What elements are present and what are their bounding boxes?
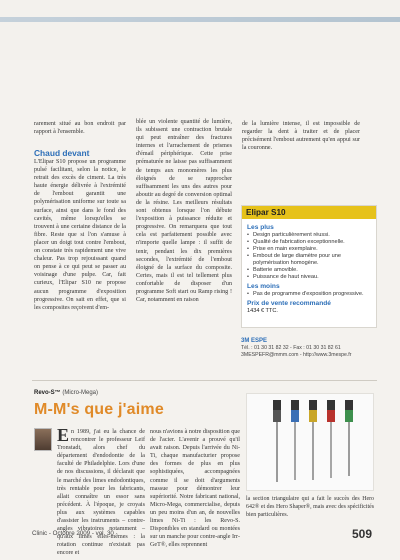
plus-item: • Puissance de haut niveau. [247, 274, 371, 281]
col3-body: de la lumière intense, il est impossible de regarder la dent à traiter et de placer précisément l'embout autrement qu'en appui sur la couronne. [242, 121, 360, 152]
plus-item: • Design particulièrement réussi. [247, 232, 371, 239]
column-2 [136, 118, 232, 304]
article-col-a-text: n 1989, j'ai eu la chance de rencontrer le professeur Leif Tronstadt, alors chef du département d'endodontie de la faculté de Philadelphie. Lors d'une de nos discussions, il déclarait que le marché des limes endodontiques, très rentable pour les fabricants, allait connaître un essor sans précédent. À l'époque, je croyais plus aux systèmes capables d'assister les instruments – contre-angles vibratoires notamment – qu'aux limes elles-mêmes : la rotation continue n'existait pas encore et [57, 429, 145, 557]
box-moins-title: Les moins [247, 283, 280, 290]
column-1-body [34, 158, 126, 312]
plus-item: • Embout de large diamètre pour une polymérisation homogène. [247, 253, 371, 267]
product-photo-revo-s-files [246, 393, 374, 491]
contact-company: 3M ESPE [241, 338, 268, 344]
plus-item: • Batterie amovible. [247, 267, 371, 274]
file-2 [291, 400, 299, 480]
box-price: 1434 € TTC. [247, 308, 278, 314]
header-rule [0, 17, 400, 22]
page-header-band [0, 0, 400, 60]
box-content [242, 219, 376, 318]
plus-item: • Qualité de fabrication exceptionnelle. [247, 239, 371, 246]
contact-block [241, 338, 381, 359]
col1-intro: rarement situé au bon endroit par rapport à l'ensemble. [34, 121, 126, 136]
box-plus-title: Les plus [247, 224, 274, 231]
file-3 [309, 400, 317, 480]
article-kicker [34, 390, 98, 396]
drop-cap: E [57, 425, 70, 445]
kicker-product: Revo-S™ [34, 390, 61, 396]
files-illustration [247, 394, 374, 491]
article-column-a [57, 425, 145, 558]
section-divider [32, 380, 377, 381]
file-4 [327, 400, 335, 478]
col1-body: L'Elipar S10 propose un programme pulsé facilitant, selon la notice, le retrait des excès de ciment. La très haute énergie délivrée à l'extrémité de l'embout garantit une polymérisation uniforme sur toute sa surface, ainsi que dans le fond des cavités, même lorsqu'elles se trouvent à une certaine distance de la fibre. Reste que si l'on s'amuse à placer un doigt tout contre l'embout, on constate très rapidement une vive chaleur. Pas trop rejouissant quand on pense à ce qui peut se passer au voisinage d'une pulpe. Car, fait curieux, l'Elipar S10 ne propose aucun programme d'exposition progressive. On sait en effet, que si les composites reçoivent d'em- [34, 159, 126, 311]
article-col-b-text: nous n'avions à notre disposition que de l'acier. L'avenir a prouvé qu'il avait raison. Depuis l'arrivée du Ni-Ti, chaque manufacturier propose des formes de plus en plus sophistiquées, accompagnées comme il se doit d'arguments massue pour démontrer leur supériorité. Notre fabricant national, Micro-Mega, commercialise, depuis un peu moins d'un an, de nouvelles limes Ni-Ti : les Revo-S. Disponibles en standard ou montées sur un manche pour contre-angle Irr-GeT®, elles reprennent [150, 429, 240, 549]
plus-item: • Prise en main exemplaire. [247, 246, 371, 253]
section-heading-chaud-devant: Chaud devant [34, 148, 90, 158]
author-portrait [34, 428, 52, 451]
plus-list [247, 232, 371, 281]
box-price-title: Prix de vente recommandé [247, 300, 331, 307]
contact-phone: Tél. : 01 30 31 82 32 - Fax : 01 30 31 82 61 [241, 345, 341, 351]
article-column-b [150, 428, 240, 549]
moins-item: • Pas de programme d'exposition progressive. [247, 291, 371, 298]
photo-caption: la section triangulaire qui a fait le succès des Hero 642® et des Hero Shaper®, mais avec des spécificités bien particulières. [246, 496, 374, 518]
article-headline: M-M's que j'aime [34, 401, 164, 418]
moins-list [247, 291, 371, 298]
column-1 [34, 120, 126, 136]
file-1 [273, 400, 281, 482]
kicker-maker: (Micro-Mega) [60, 390, 99, 396]
column-3 [242, 120, 360, 152]
footer-publication: Clinic - Octobre 2009 - vol. 30 [32, 530, 114, 537]
box-title: Elipar S10 [242, 206, 376, 219]
page-number: 509 [351, 527, 372, 541]
file-5 [345, 400, 353, 476]
col2-body: blée un violente quantité de lumière, ils subissent une contraction brutale qui peut entraîner des fractures internes et l'arrachement de prismes d'émail périphérique. Cette prise prématurée ne laisse pas suffisamment de temps aux monomères les plus éloignés de se rapprocher suffisamment les uns des autres pour aboutir au degré de conversion optimal de la résine. Les meilleurs résultats sont obtenus lorsque l'on débute l'exposition à puissance réduite et progressive. On remarquera que tout cela est parfaitement possible avec n'importe quelle lampe : il suffit de tenir, pendant les dix premières secondes, l'extrémité de l'embout éloigné de la surface du composite. Certes, mais il est tel tellement plus confortable de disposer d'un programme Soft start ou Ramp rising ! Car, notamment en raison [136, 119, 232, 304]
contact-web: 3MESPEFR@mmm.com - http://www.3mespe.fr [241, 352, 352, 358]
product-info-box [241, 205, 377, 328]
